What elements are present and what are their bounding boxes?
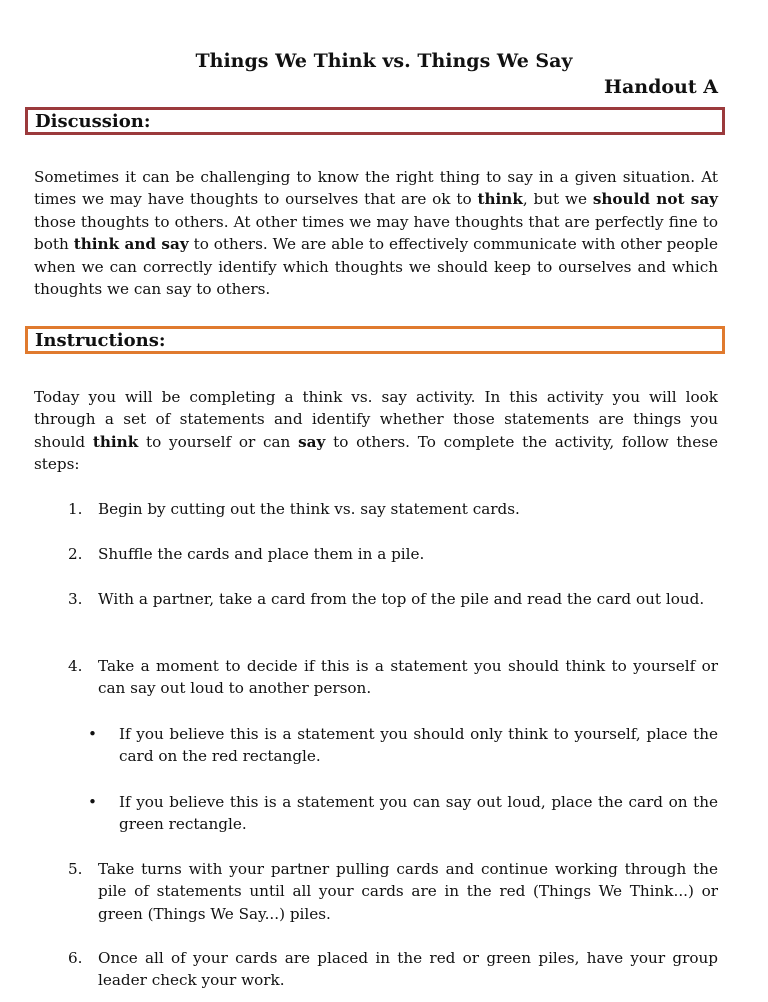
step-item bbox=[68, 947, 718, 992]
step-item bbox=[68, 655, 718, 700]
step-text: Begin by cutting out the think vs. say statement cards. bbox=[98, 500, 520, 518]
step-number: 2. bbox=[68, 545, 83, 563]
step-text: With a partner, take a card from the top of the pile and read the card out loud. bbox=[98, 590, 705, 608]
instructions-bold-think: think bbox=[92, 432, 139, 451]
instructions-text-3: to others. To complete the activity, follow these steps: bbox=[34, 432, 718, 474]
step-text: Once all of your cards are placed in the red or green piles, have your group leader check your work. bbox=[98, 949, 718, 990]
step-number: 6. bbox=[68, 949, 83, 967]
step-number: 5. bbox=[68, 860, 83, 878]
discussion-text-4: to others. We are able to effectively communicate with other people when we can correctly identify which thoughts we should keep to ourselves and which thoughts we can say to others. bbox=[34, 235, 718, 299]
step-item bbox=[68, 543, 718, 565]
page-title: Things We Think vs. Things We Say bbox=[195, 50, 573, 72]
instructions-text-1: Today you will be completing a think vs. say activity. In this activity you will look through a set of statements and identify whether those statements are things you should bbox=[34, 388, 718, 451]
instructions-text-2: to yourself or can bbox=[138, 432, 299, 451]
step-number: 1. bbox=[68, 500, 83, 518]
discussion-bold-think-and-say: think and say bbox=[73, 235, 189, 254]
step-text: Shuffle the cards and place them in a pile. bbox=[98, 545, 425, 563]
step-text: Take a moment to decide if this is a statement you should think to yourself or can say out loud to another person. bbox=[98, 657, 718, 698]
bullet-text: If you believe this is a statement you can say out loud, place the card on the green rectangle. bbox=[119, 793, 718, 834]
instructions-bold-say: say bbox=[298, 432, 326, 451]
bullet-symbol: • bbox=[88, 793, 97, 811]
step-item bbox=[68, 498, 718, 520]
discussion-text-2: , but we bbox=[522, 190, 593, 209]
bullet-symbol: • bbox=[88, 725, 97, 743]
discussion-bold-think: think bbox=[477, 190, 523, 209]
discussion-paragraph bbox=[34, 166, 718, 300]
instructions-paragraph bbox=[34, 386, 718, 476]
discussion-bold-should-not-say: should not say bbox=[592, 190, 718, 209]
handout-label: Handout A bbox=[604, 76, 718, 98]
step-text: Take turns with your partner pulling cards and continue working through the pile of statements until all your cards are in the red (Things We Think...) or green (Things We Say...) piles. bbox=[98, 860, 718, 923]
instructions-heading: Instructions: bbox=[35, 330, 166, 351]
instructions-heading-box bbox=[25, 326, 725, 354]
bullet-item bbox=[88, 791, 718, 836]
discussion-heading: Discussion: bbox=[35, 111, 151, 132]
discussion-heading-box bbox=[25, 107, 725, 135]
step-item bbox=[68, 588, 718, 610]
discussion-text-3: those thoughts to others. At other times we may have thoughts that are perfectly fine to both bbox=[34, 212, 718, 254]
step-number: 3. bbox=[68, 590, 83, 608]
bullet-text: If you believe this is a statement you should only think to yourself, place the card on the red rectangle. bbox=[119, 725, 718, 766]
discussion-text-1: Sometimes it can be challenging to know the right thing to say in a given situation. At times we may have thoughts to ourselves that are ok to bbox=[34, 168, 718, 209]
step-item bbox=[68, 858, 718, 925]
step-number: 4. bbox=[68, 657, 83, 675]
bullet-item bbox=[88, 723, 718, 768]
